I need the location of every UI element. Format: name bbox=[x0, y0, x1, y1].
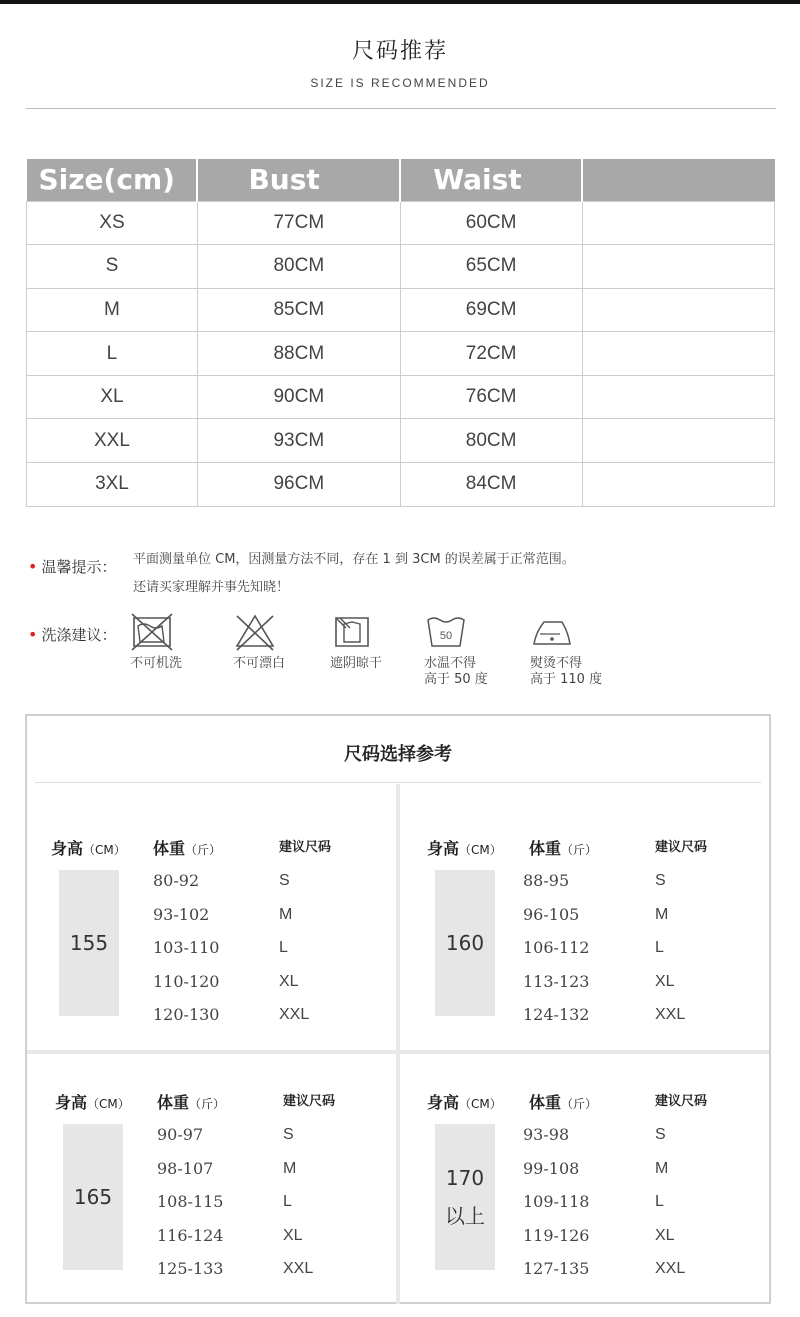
cell-bust: 88CM bbox=[197, 332, 400, 376]
weight-column bbox=[523, 864, 589, 1032]
head-weight: 体重（斤） bbox=[153, 839, 222, 858]
size-cell: M bbox=[655, 905, 669, 923]
size-reference-panel bbox=[25, 714, 771, 1304]
size-cell: XXL bbox=[279, 1006, 310, 1023]
wash-temp-value: 50 bbox=[439, 630, 453, 642]
reference-title-divider bbox=[35, 782, 761, 783]
col-header-size: Size(cm) bbox=[27, 159, 198, 201]
col-header-waist: Waist bbox=[400, 159, 582, 201]
size-cell: XL bbox=[283, 1226, 303, 1244]
size-table bbox=[26, 159, 775, 507]
iron-temp-icon bbox=[530, 612, 574, 652]
weight-cell: 110-120 bbox=[153, 971, 220, 991]
wash-caption: 不可漂白 bbox=[233, 656, 286, 671]
weight-cell: 127-135 bbox=[523, 1259, 590, 1278]
size-cell: S bbox=[655, 1126, 666, 1143]
shade-dry-icon bbox=[330, 612, 374, 652]
cell-bust: 93CM bbox=[197, 419, 400, 463]
height-box: 165 bbox=[63, 1124, 123, 1270]
weight-cell: 93-98 bbox=[523, 1125, 570, 1144]
head-size: 建议尺码 bbox=[655, 840, 708, 855]
cell-waist: 84CM bbox=[400, 463, 582, 507]
wash-caption: 水温不得 bbox=[424, 656, 477, 671]
cell-blank bbox=[582, 375, 774, 419]
cell-size: XL bbox=[27, 375, 198, 419]
header-divider bbox=[26, 108, 776, 109]
weight-cell: 88-95 bbox=[523, 871, 570, 890]
wash-caption: 遮阴晾干 bbox=[330, 656, 383, 671]
weight-cell: 116-124 bbox=[157, 1225, 224, 1245]
bullet-dot: • bbox=[28, 625, 38, 644]
size-cell: XL bbox=[655, 1226, 675, 1244]
weight-cell: 90-97 bbox=[157, 1125, 204, 1144]
page-subtitle: SIZE IS RECOMMENDED bbox=[310, 76, 490, 90]
weight-cell: 109-118 bbox=[523, 1192, 590, 1211]
size-cell: M bbox=[283, 1159, 297, 1177]
size-cell: S bbox=[279, 872, 290, 889]
size-cell: S bbox=[655, 872, 666, 889]
size-cell: L bbox=[283, 1193, 292, 1210]
cell-bust: 96CM bbox=[197, 463, 400, 507]
weight-cell: 103-110 bbox=[153, 938, 220, 957]
cell-size: L bbox=[27, 332, 198, 376]
weight-cell: 80-92 bbox=[153, 871, 200, 890]
tip-label bbox=[28, 556, 116, 577]
size-column bbox=[655, 864, 685, 1032]
weight-cell: 113-123 bbox=[523, 971, 590, 991]
weight-cell: 96-105 bbox=[523, 904, 580, 924]
tip-line-2: 还请买家理解并事先知晓！ bbox=[133, 580, 290, 595]
size-cell: L bbox=[655, 1193, 664, 1210]
weight-cell: 120-130 bbox=[153, 1005, 220, 1024]
size-column bbox=[283, 1118, 313, 1286]
size-cell: M bbox=[279, 905, 293, 923]
height-box: 170 以上 bbox=[435, 1124, 495, 1270]
cell-waist: 76CM bbox=[400, 375, 582, 419]
weight-column bbox=[157, 1118, 223, 1286]
size-table-header bbox=[27, 159, 775, 201]
cell-bust: 77CM bbox=[197, 201, 400, 245]
size-cell: L bbox=[655, 939, 664, 956]
wash-item-wash-temp bbox=[424, 612, 524, 688]
cell-blank bbox=[582, 419, 774, 463]
head-size: 建议尺码 bbox=[279, 840, 332, 855]
weight-cell: 108-115 bbox=[157, 1192, 224, 1211]
wash-caption-2: 高于 110 度 bbox=[530, 672, 603, 687]
cell-blank bbox=[582, 332, 774, 376]
cell-blank bbox=[582, 288, 774, 332]
table-row bbox=[27, 419, 775, 463]
size-column bbox=[655, 1118, 685, 1286]
cell-bust: 90CM bbox=[197, 375, 400, 419]
weight-cell: 106-112 bbox=[523, 938, 590, 957]
cell-size: S bbox=[27, 245, 198, 289]
cell-size: XS bbox=[27, 201, 198, 245]
page-title: 尺码推荐 bbox=[351, 39, 448, 64]
cell-bust: 80CM bbox=[197, 245, 400, 289]
size-column bbox=[279, 864, 309, 1032]
reference-block-160 bbox=[427, 836, 777, 1066]
cell-waist: 69CM bbox=[400, 288, 582, 332]
height-box: 160 bbox=[435, 870, 495, 1016]
size-cell: M bbox=[655, 1159, 669, 1177]
size-cell: XXL bbox=[283, 1260, 314, 1277]
bullet-dot: • bbox=[28, 557, 38, 576]
weight-cell: 99-108 bbox=[523, 1158, 580, 1178]
head-weight: 体重（斤） bbox=[529, 839, 598, 858]
tip-line-1: 平面测量单位 CM，因测量方法不同，存在 1 到 3CM 的误差属于正常范围。 bbox=[133, 552, 575, 567]
head-height: 身高（CM） bbox=[427, 1093, 502, 1112]
wash-item-no-bleach bbox=[233, 612, 333, 672]
wash-item-no-machine-wash bbox=[130, 612, 230, 672]
col-header-blank bbox=[582, 159, 774, 201]
cell-waist: 60CM bbox=[400, 201, 582, 245]
wash-caption: 不可机洗 bbox=[130, 656, 183, 671]
weight-cell: 119-126 bbox=[523, 1225, 590, 1245]
size-cell: XXL bbox=[655, 1006, 686, 1023]
head-height: 身高（CM） bbox=[55, 1093, 130, 1112]
weight-cell: 125-133 bbox=[157, 1259, 224, 1278]
reference-title: 尺码选择参考 bbox=[344, 744, 452, 765]
table-row bbox=[27, 245, 775, 289]
cell-blank bbox=[582, 245, 774, 289]
cell-waist: 80CM bbox=[400, 419, 582, 463]
weight-cell: 93-102 bbox=[153, 904, 210, 924]
cell-bust: 85CM bbox=[197, 288, 400, 332]
tip-label-text: 温馨提示： bbox=[41, 558, 117, 576]
size-cell: XL bbox=[279, 972, 299, 990]
table-row bbox=[27, 463, 775, 507]
wash-item-iron-temp bbox=[530, 612, 630, 688]
col-header-bust: Bust bbox=[197, 159, 400, 201]
size-cell: XL bbox=[655, 972, 675, 990]
head-weight: 体重（斤） bbox=[529, 1093, 598, 1112]
cell-size: 3XL bbox=[27, 463, 198, 507]
size-cell: L bbox=[279, 939, 288, 956]
table-row bbox=[27, 201, 775, 245]
cell-blank bbox=[582, 201, 774, 245]
head-size: 建议尺码 bbox=[283, 1094, 336, 1109]
head-weight: 体重（斤） bbox=[157, 1093, 226, 1112]
wash-label bbox=[28, 624, 116, 645]
wash-caption-2: 高于 50 度 bbox=[424, 672, 488, 687]
no-bleach-icon bbox=[233, 612, 277, 652]
head-size: 建议尺码 bbox=[655, 1094, 708, 1109]
wash-label-text: 洗涤建议： bbox=[41, 626, 117, 644]
wash-caption: 熨烫不得 bbox=[530, 656, 583, 671]
reference-block-165 bbox=[55, 1090, 405, 1317]
table-row bbox=[27, 332, 775, 376]
table-row bbox=[27, 375, 775, 419]
table-row bbox=[27, 288, 775, 332]
reference-block-170 bbox=[427, 1090, 777, 1317]
height-box: 155 bbox=[59, 870, 119, 1016]
cell-size: M bbox=[27, 288, 198, 332]
cell-waist: 65CM bbox=[400, 245, 582, 289]
wash-temp-icon bbox=[424, 612, 468, 652]
cell-waist: 72CM bbox=[400, 332, 582, 376]
head-height: 身高（CM） bbox=[427, 839, 502, 858]
top-border bbox=[0, 0, 800, 4]
size-cell: XXL bbox=[655, 1260, 686, 1277]
no-machine-wash-icon bbox=[130, 612, 174, 652]
cell-blank bbox=[582, 463, 774, 507]
reference-block-155 bbox=[51, 836, 401, 1066]
head-height: 身高（CM） bbox=[51, 839, 126, 858]
wash-item-shade-dry bbox=[330, 612, 430, 672]
weight-column bbox=[153, 864, 219, 1032]
weight-cell: 124-132 bbox=[523, 1005, 590, 1024]
cell-size: XXL bbox=[27, 419, 198, 463]
weight-cell: 98-107 bbox=[157, 1158, 214, 1178]
weight-column bbox=[523, 1118, 589, 1286]
size-cell: S bbox=[283, 1126, 294, 1143]
